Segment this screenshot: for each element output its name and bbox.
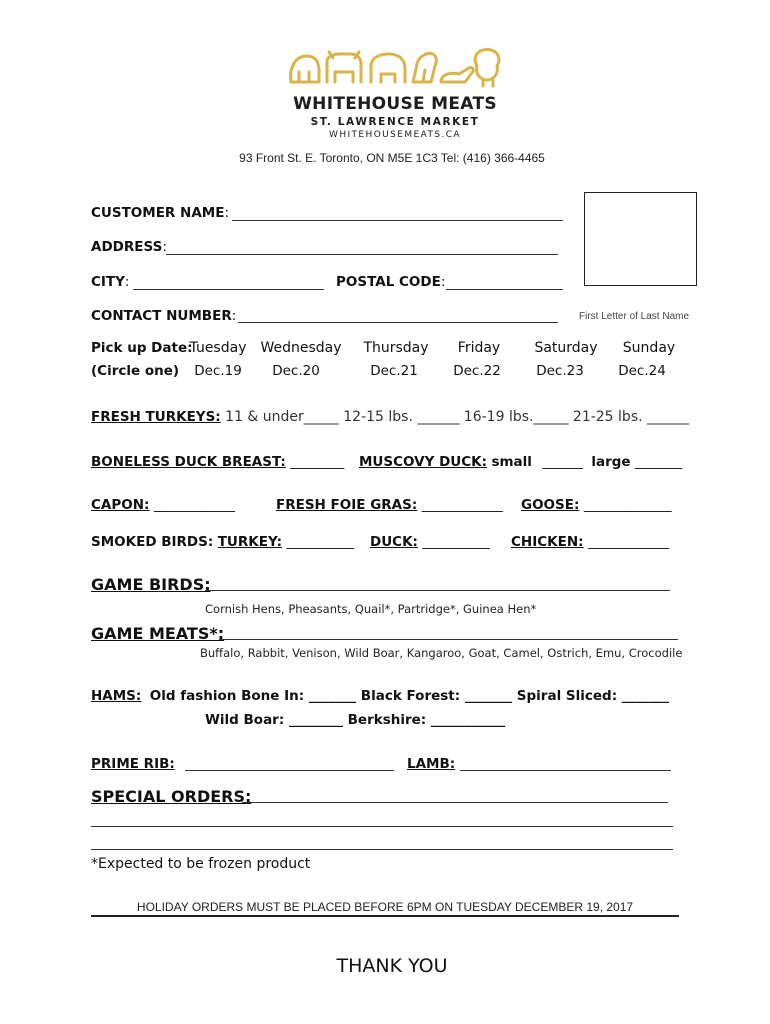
boneless-duck-label: BONELESS DUCK BREAST: (91, 454, 286, 470)
address-row (91, 238, 167, 256)
colon: : (224, 205, 229, 221)
capon-field[interactable]: ____________ (153, 497, 235, 513)
game-birds-label: GAME BIRDS: (91, 575, 211, 594)
smoked-chicken-row (511, 533, 669, 551)
postal-code-label: POSTAL CODE (336, 274, 441, 290)
brand-name: WHITEHOUSE MEATS (293, 94, 497, 114)
muscovy-duck-row (359, 453, 682, 471)
large-field[interactable]: _______ (635, 454, 683, 470)
postal-row (336, 273, 445, 291)
hams-label: HAMS: (91, 688, 142, 704)
smoked-turkey-field[interactable]: __________ (286, 534, 354, 550)
colon: : (440, 274, 446, 290)
prime-rib-label: PRIME RIB: (91, 756, 175, 772)
pickup-day[interactable]: Saturday (534, 340, 598, 356)
customer-name-row (91, 204, 229, 222)
pickup-date[interactable]: Dec.21 (370, 363, 418, 379)
colon: : (162, 239, 167, 255)
pickup-date[interactable]: Dec.19 (194, 363, 242, 379)
pickup-day[interactable]: Tuesday (189, 340, 247, 356)
thank-you: THANK YOU (336, 955, 448, 977)
frozen-note: *Expected to be frozen product (91, 856, 311, 872)
goose-field[interactable]: _____________ (583, 497, 672, 513)
circle-one-label: (Circle one) (91, 363, 180, 379)
colon: : (124, 274, 130, 290)
pickup-day[interactable]: Sunday (622, 340, 676, 356)
goose-label: GOOSE: (521, 497, 580, 513)
hams-options-2[interactable]: Wild Boar: ________ Berkshire: ___________ (205, 712, 506, 728)
smoked-duck-field[interactable]: __________ (422, 534, 490, 550)
market-name: ST. LAWRENCE MARKET (310, 116, 480, 128)
colon: : (231, 308, 237, 324)
muscovy-duck-label: MUSCOVY DUCK: (359, 454, 487, 470)
address-field[interactable] (166, 254, 558, 255)
address-line: 93 Front St. E. Toronto, ON M5E 1C3 Tel: (416) 366-4465 (239, 151, 545, 165)
last-initial-box[interactable] (584, 192, 697, 286)
customer-name-field[interactable] (232, 220, 563, 221)
capon-label: CAPON: (91, 497, 150, 513)
fresh-turkeys-sizes[interactable]: 11 & under_____ 12-15 lbs. ______ 16-19 lbs._____ 21-25 lbs. ______ (225, 409, 690, 425)
special-orders-line-3[interactable] (91, 849, 673, 850)
goose-row (521, 496, 672, 514)
pig-icon (371, 54, 405, 82)
boneless-duck-field[interactable]: ________ (290, 454, 345, 470)
boneless-duck-row (91, 453, 344, 471)
foie-gras-label: FRESH FOIE GRAS: (276, 497, 418, 513)
foie-gras-field[interactable]: ____________ (421, 497, 503, 513)
duck-icon (441, 67, 473, 82)
lamb-field[interactable] (460, 770, 671, 771)
smoked-birds-row (91, 533, 354, 551)
pickup-date[interactable]: Dec.20 (272, 363, 320, 379)
city-row (91, 273, 129, 291)
special-orders-field[interactable] (242, 802, 668, 803)
smoked-chicken-field[interactable]: ____________ (587, 534, 669, 550)
game-meats-label: GAME MEATS*: (91, 624, 225, 643)
contact-number-label: CONTACT NUMBER (91, 308, 232, 324)
pickup-day[interactable]: Friday (457, 340, 501, 356)
contact-number-field[interactable] (238, 322, 558, 323)
pickup-date[interactable]: Dec.23 (536, 363, 584, 379)
postal-code-field[interactable] (446, 289, 563, 290)
hams-row (91, 687, 669, 705)
game-birds-list: Cornish Hens, Pheasants, Quail*, Partridge*, Guinea Hen* (205, 602, 537, 616)
game-meats-field[interactable] (219, 639, 678, 640)
fresh-turkeys-label: FRESH TURKEYS: (91, 409, 221, 425)
lamb-label: LAMB: (407, 756, 456, 772)
cow-icon (327, 52, 361, 82)
sheep-icon (475, 49, 499, 86)
customer-name-label: CUSTOMER NAME (91, 205, 225, 221)
website: WHITEHOUSEMEATS.CA (329, 130, 461, 140)
small-field[interactable]: ______ (542, 454, 583, 470)
smoked-birds-label: SMOKED BIRDS: (91, 534, 214, 550)
game-birds-field[interactable] (205, 590, 670, 591)
pickup-day[interactable]: Thursday (363, 340, 429, 356)
pickup-day[interactable]: Wednesday (260, 340, 342, 356)
city-field[interactable] (133, 289, 324, 290)
logo (280, 44, 510, 140)
smoked-turkey-label: TURKEY: (217, 534, 282, 550)
last-initial-caption: First Letter of Last Name (579, 311, 690, 322)
smoked-chicken-label: CHICKEN: (511, 534, 584, 550)
address-label: ADDRESS (91, 239, 163, 255)
contact-row (91, 307, 236, 325)
smoked-duck-row (370, 533, 490, 551)
turkey-icon (413, 53, 436, 82)
foie-gras-row (276, 496, 503, 514)
animal-icons (285, 44, 505, 90)
city-label: CITY (91, 274, 125, 290)
small-label: small (491, 454, 532, 470)
pickup-date[interactable]: Dec.24 (618, 363, 666, 379)
special-orders-line-2[interactable] (91, 826, 673, 827)
chicken-icon (291, 56, 319, 82)
pickup-date[interactable]: Dec.22 (453, 363, 501, 379)
capon-row (91, 496, 235, 514)
hams-options[interactable]: Old fashion Bone In: _______ Black Forest: _______ Spiral Sliced: _______ (149, 688, 670, 704)
large-label: large (591, 454, 631, 470)
notice-underline (91, 915, 679, 917)
special-orders-label: SPECIAL ORDERS: (91, 787, 252, 806)
game-meats-list: Buffalo, Rabbit, Venison, Wild Boar, Kangaroo, Goat, Camel, Ostrich, Emu, Crocodile (200, 646, 683, 660)
pickup-label: Pick up Date: (91, 340, 193, 356)
fresh-turkeys-row (91, 408, 689, 426)
holiday-notice: HOLIDAY ORDERS MUST BE PLACED BEFORE 6PM ON TUESDAY DECEMBER 19, 2017 (136, 900, 634, 914)
smoked-duck-label: DUCK: (370, 534, 418, 550)
prime-rib-field[interactable] (185, 770, 394, 771)
